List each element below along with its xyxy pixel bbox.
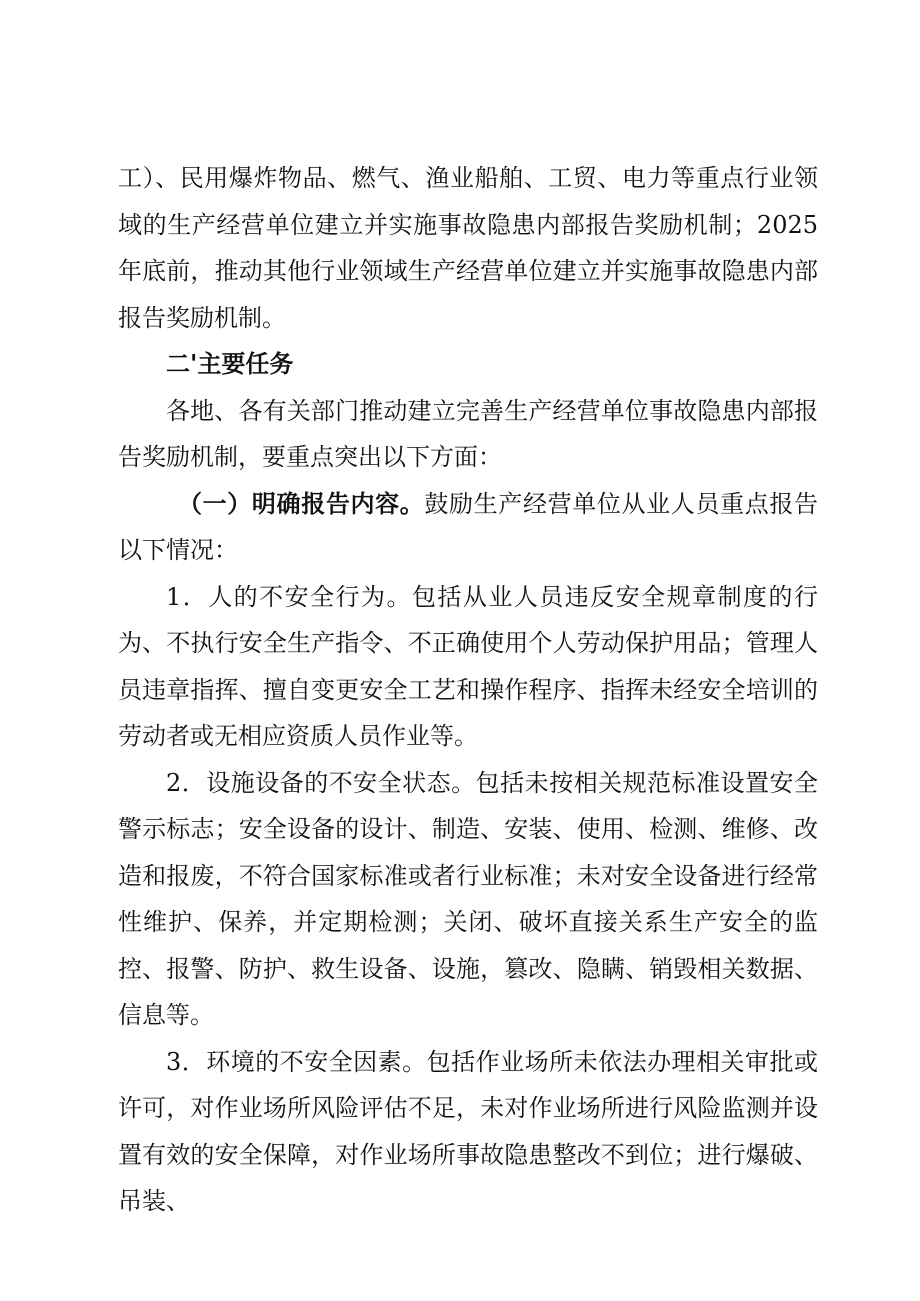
paragraph-report-content xyxy=(118,481,818,574)
subsection-heading-report-content: （一）明确报告内容。 xyxy=(178,488,425,518)
paragraph-continuation: 工）、民用爆炸物品、燃气、渔业船舶、工贸、电力等重点行业领域的生产经营单位建立并实施事故隐患内部报告奖励机制；2025年底前，推动其他行业领域生产经营单位建立并实施事故隐患内部报告奖励机制。 xyxy=(118,164,818,332)
subsection-body-report-content: 鼓励生产经营单位从业人员重点报告以下情况： xyxy=(118,489,819,564)
list-item-unsafe-behavior: 1．人的不安全行为。包括从业人员违反安全规章制度的行为、不执行安全生产指令、不正确使用个人劳动保护用品；管理人员违章指挥、擅自变更安全工艺和操作程序、指挥未经安全培训的劳动者或无相应资质人员作业等。 xyxy=(118,582,818,750)
list-item-unsafe-equipment: 2．设施设备的不安全状态。包括未按相关规范标准设置安全警示标志；安全设备的设计、制造、安装、使用、检测、维修、改造和报废，不符合国家标准或者行业标准；未对安全设备进行经常性维护、保养，并定期检测；关闭、破坏直接关系生产安全的监控、报警、防护、救生设备、设施，篡改、隐瞒、销毁相关数据、信息等。 xyxy=(118,768,818,1029)
paragraph-intro: 各地、各有关部门推动建立完善生产经营单位事故隐患内部报告奖励机制，要重点突出以下方面： xyxy=(118,396,818,471)
section-heading-main-tasks: 二'主要任务 xyxy=(166,349,294,378)
document-body xyxy=(118,155,818,1225)
list-item-unsafe-environment: 3．环境的不安全因素。包括作业场所未依法办理相关审批或许可，对作业场所风险评估不足，未对作业场所进行风险监测并设置有效的安全保障，对作业场所事故隐患整改不到位；进行爆破、吊装、 xyxy=(118,1047,818,1215)
